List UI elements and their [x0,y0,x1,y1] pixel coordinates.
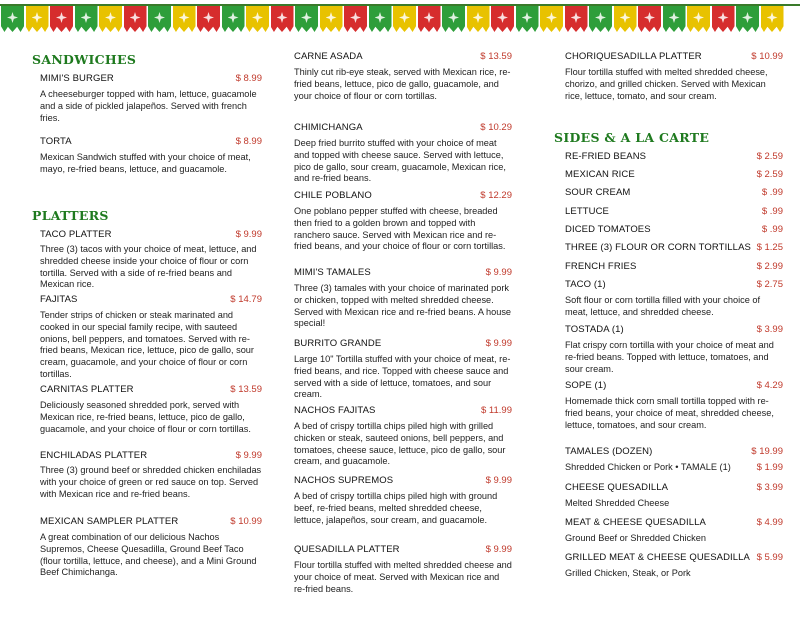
item-description: Thinly cut rib-eye steak, served with Mexican rice, re-fried beans, lettuce, pico de gallo, guacamole, and your choice of flour or corn tortillas. [294,67,511,101]
item-description: A cheeseburger topped with ham, lettuce, guacamole and a side of pickled jalapeños. Served with french fries. [40,89,257,123]
banner-flag [736,6,759,32]
item-price: $ 4.99 [756,517,783,528]
section-title-sides: SIDES & A LA CARTE [554,130,710,145]
item-name: GRILLED MEAT & CHEESE QUESADILLA [565,552,750,563]
item-price: $ 13.59 [480,51,512,62]
item-price: $ 14.79 [230,294,262,305]
item-name: QUESADILLA PLATTER [294,544,400,555]
item-price: $ 10.99 [751,51,783,62]
item-price: $ 9.99 [485,267,512,278]
item-name: FAJITAS [40,294,78,305]
menu-item [565,169,783,183]
banner-flag [516,6,539,32]
menu-item [565,242,783,256]
menu-item [565,151,783,165]
banner-flag [687,6,710,32]
menu-item [565,206,783,220]
item-name: DICED TOMATOES [565,224,651,235]
item-description: Deep fried burrito stuffed with your choice of meat and topped with cheese sauce. Served with lettuce, pico de gallo, sour cream, guacamole, Mexican rice, and re-fried beans. [294,138,506,184]
papel-picado-banner [0,0,800,40]
item-name: NACHOS FAJITAS [294,405,376,416]
item-price: $ 10.29 [480,122,512,133]
menu-item [294,190,512,252]
item-name: CHILE POBLANO [294,190,372,201]
banner-flag [565,6,588,32]
banner-flag [540,6,563,32]
item-description: Deliciously seasoned shredded pork, served with Mexican rice, re-fried beans, lettuce, pico de gallo, guacamole, and your choice of flour or corn tortillas. [40,400,251,434]
section-title-sandwiches: SANDWICHES [32,52,137,67]
banner-flag [271,6,294,32]
menu-item [294,122,512,184]
banner-flag [50,6,73,32]
item-price: $ 2.99 [756,261,783,272]
item-name: TACO PLATTER [40,229,112,240]
item-price: $ .99 [761,206,783,217]
item-name: FRENCH FRIES [565,261,637,272]
menu-item [294,475,512,525]
item-name: MIMI'S BURGER [40,73,114,84]
item-description: Flat crispy corn tortilla with your choice of meat and re-fried beans. Topped with lettuce, tomatoes, and sour cream. [565,340,774,374]
menu-item [294,544,512,594]
item-price: $ 8.99 [235,73,262,84]
item-price: $ 11.99 [481,405,512,416]
menu-item [565,446,783,473]
item-description: Three (3) tacos with your choice of meat, lettuce, and shredded cheese inside your choice of flour or corn tortilla. Served with a side of re-fried beans and Mexican rice. [40,244,257,290]
item-price: $ 2.59 [756,169,783,180]
item-price: $ 4.29 [756,380,783,391]
item-name: LETTUCE [565,206,609,217]
banner-flag [589,6,612,32]
banner-flag [761,6,784,32]
item-name: MEXICAN SAMPLER PLATTER [40,516,179,527]
menu-item [565,279,783,317]
item-price: $ 10.99 [230,516,262,527]
item-price: $ 1.99 [756,462,783,473]
banner-flag [663,6,686,32]
banner-string [0,4,800,6]
banner-flag [638,6,661,32]
banner-flag [320,6,343,32]
item-description: Soft flour or corn tortilla filled with your choice of meat, lettuce, and shredded cheese. [565,295,761,317]
item-name: CARNE ASADA [294,51,363,62]
section-title-platters: PLATTERS [32,208,109,223]
item-description: A bed of crispy tortilla chips piled high with grilled chicken or steak, sauteed onions, bell peppers, and tomatoes, cheese sauce, lettuce, pico de gallo, sour cream, and guacamole. [294,421,506,467]
menu-item [294,405,512,467]
item-price: $ 9.99 [235,229,262,240]
menu-item [565,552,783,578]
menu-item [294,338,512,400]
item-description: Flour tortilla stuffed with melted shredded cheese, chorizo, and grilled chicken. Served with Mexican rice, lettuce, tomato, and sour cream. [565,67,768,101]
item-price: $ 9.99 [235,450,262,461]
banner-flag [75,6,98,32]
item-name: BURRITO GRANDE [294,338,382,349]
banner-flag [491,6,514,32]
menu-item [32,384,262,434]
item-description: Homemade thick corn small tortilla topped with re-fried beans, your choice of meat, shredded cheese, lettuce, tomatoes, and sour cream. [565,396,774,430]
menu-item [565,261,783,275]
menu-item [565,51,783,101]
item-price: $ 1.25 [756,242,783,253]
banner-flag [124,6,147,32]
item-description: Melted Shredded Cheese [565,498,670,508]
banner-flag [222,6,245,32]
item-name: SOPE (1) [565,380,607,391]
banner-flag [467,6,490,32]
menu-item [565,324,783,374]
banner-flag [1,6,24,32]
item-name: TORTA [40,136,72,147]
item-price: $ 19.99 [751,446,783,457]
item-price: $ 3.99 [756,324,783,335]
banner-flag [246,6,269,32]
item-price: $ 3.99 [756,482,783,493]
item-description: Three (3) ground beef or shredded chicken enchiladas with your choice of green or red sauce on top. Served with Mexican rice and re-fried beans. [40,465,262,499]
menu-item [32,136,262,174]
banner-flag [614,6,637,32]
item-name: MIMI'S TAMALES [294,267,371,278]
item-price: $ 2.75 [756,279,783,290]
item-name: TAMALES (DOZEN) [565,446,653,457]
banner-flag [418,6,441,32]
banner-flag [295,6,318,32]
banner-flag [99,6,122,32]
banner-flag [369,6,392,32]
item-price: $ 2.59 [756,151,783,162]
menu-item [294,267,512,329]
banner-flag [197,6,220,32]
banner-flag [26,6,49,32]
item-description: Tender strips of chicken or steak marinated and cooked in our special family recipe, with sauteed onions, bell peppers, and tomatoes. Served with re-fried beans, Mexican rice, lettuce, pico de gallo, sour cream, guacamole, and your choice of flour or corn tortillas. [40,310,254,379]
menu-item [32,450,262,499]
item-price: $ 9.99 [485,338,512,349]
item-name: CARNITAS PLATTER [40,384,134,395]
item-name: TOSTADA (1) [565,324,624,335]
item-name: CHEESE QUESADILLA [565,482,669,493]
item-description: Shredded Chicken or Pork • TAMALE (1) [565,462,731,472]
item-name: CHORIQUESADILLA PLATTER [565,51,702,62]
item-description: A great combination of our delicious Nachos Supremos, Cheese Quesadilla, Ground Beef Taco (flour tortilla, lettuce, and cheese), and a Mini Ground Beef Chimichanga. [40,532,257,578]
menu-item [565,380,783,430]
item-name: ENCHILADAS PLATTER [40,450,148,461]
menu-item [32,516,262,578]
item-price: $ 12.29 [480,190,512,201]
banner-flag [344,6,367,32]
item-name: SOUR CREAM [565,187,631,198]
item-price: $ 9.99 [485,475,512,486]
menu-item [565,517,783,543]
item-name: NACHOS SUPREMOS [294,475,394,486]
item-description: One poblano pepper stuffed with cheese, breaded then fried to a golden brown and topped with ranchero sauce. Served with Mexican rice and re-fried beans, and your choice of flour or corn tortillas. [294,206,506,252]
item-description: Large 10" Tortilla stuffed with your choice of meat, re-fried beans, and rice. Topped with cheese sauce and served with a side of lettuce, tomatoes, and sour cream. [294,354,511,400]
item-price: $ 13.59 [230,384,262,395]
item-price: $ 5.99 [756,552,783,563]
item-name: THREE (3) FLOUR OR CORN TORTILLAS [565,242,751,253]
item-description: Grilled Chicken, Steak, or Pork [565,568,691,578]
item-price: $ 8.99 [235,136,262,147]
item-name: TACO (1) [565,279,606,290]
item-price: $ .99 [761,224,783,235]
item-price: $ .99 [761,187,783,198]
item-description: Ground Beef or Shredded Chicken [565,533,706,543]
item-description: Flour tortilla stuffed with melted shredded cheese and your choice of meat. Served with Mexican rice and re-fried beans. [294,560,512,594]
menu-item [565,224,783,238]
item-name: MEAT & CHEESE QUESADILLA [565,517,706,528]
menu-item [32,73,262,123]
menu-item [32,294,262,379]
item-description: Mexican Sandwich stuffed with your choice of meat, mayo, re-fried beans, lettuce, and guacamole. [40,152,251,174]
banner-flag [393,6,416,32]
item-description: A bed of crispy tortilla chips piled high with ground beef, re-fried beans, melted shredded cheese, lettuce, jalapeños, sour cream, and guacamole. [294,491,498,525]
menu-item [294,51,512,101]
menu-item [32,229,262,290]
menu-item [565,187,783,201]
menu-item [565,482,783,508]
item-name: RE-FRIED BEANS [565,151,647,162]
banner-flag [173,6,196,32]
item-price: $ 9.99 [485,544,512,555]
banner-flag [712,6,735,32]
banner-flag [148,6,171,32]
item-name: MEXICAN RICE [565,169,635,180]
banner-flag [442,6,465,32]
item-name: CHIMICHANGA [294,122,363,133]
item-description: Three (3) tamales with your choice of marinated pork or chicken, topped with melted shredded cheese. Served with Mexican rice and re-fried beans. A house special! [294,283,512,329]
